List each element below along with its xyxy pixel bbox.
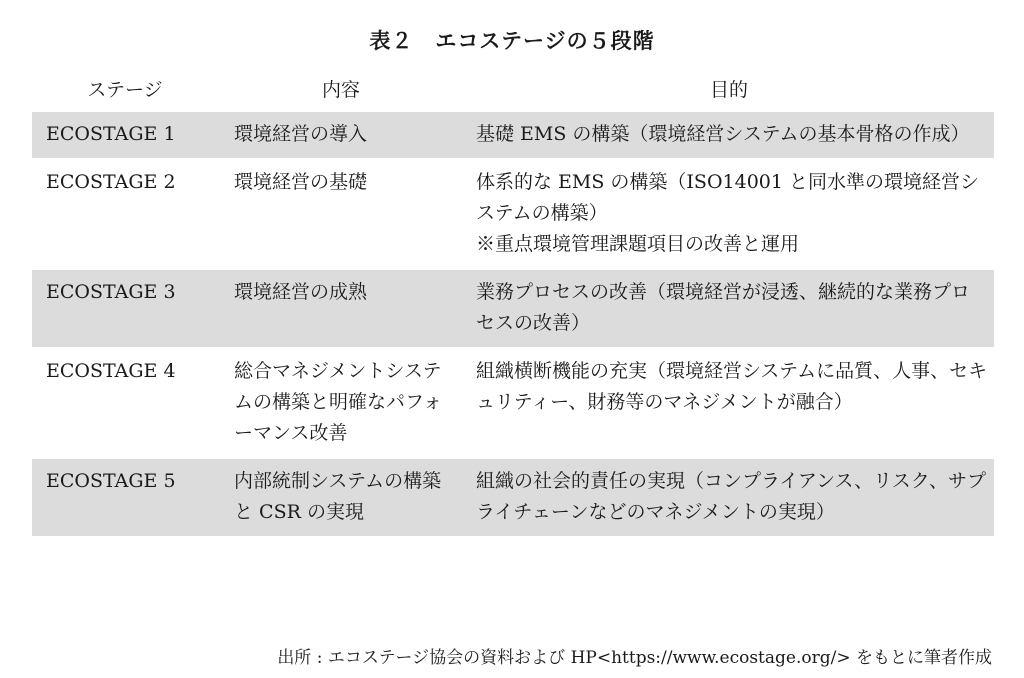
purpose-note: ※重点環境管理課題項目の改善と運用 <box>476 233 800 255</box>
purpose-cell: 組織の社会的責任の実現（コンプライアンス、リスク、サプライチェーンなどのマネジメントの実現） <box>464 458 994 536</box>
content-cell: 総合マネジメントシステムの構築と明確なパフォーマンス改善 <box>218 348 464 458</box>
table-title: 表２ エコステージの５段階 <box>369 29 655 53</box>
ecostage-table <box>32 70 994 536</box>
purpose-cell: 組織横断機能の充実（環境経営システムに品質、人事、セキュリティー、財務等のマネジメントが融合） <box>464 348 994 458</box>
stage-cell: ECOSTAGE 5 <box>32 458 218 536</box>
stage-cell: ECOSTAGE 1 <box>32 111 218 159</box>
stage-cell: ECOSTAGE 4 <box>32 348 218 458</box>
purpose-cell: 業務プロセスの改善（環境経営が浸透、継続的な業務プロセスの改善） <box>464 269 994 348</box>
purpose-cell <box>464 159 994 269</box>
header-purpose: 目的 <box>709 78 748 101</box>
stage-cell: ECOSTAGE 2 <box>32 159 218 269</box>
table-header-row <box>32 70 994 111</box>
header-stage: ステージ <box>87 78 163 101</box>
table-row <box>32 111 994 159</box>
content-cell: 環境経営の成熟 <box>218 269 464 348</box>
content-cell: 内部統制システムの構築と CSR の実現 <box>218 458 464 536</box>
header-content: 内容 <box>321 78 360 101</box>
content-cell: 環境経営の基礎 <box>218 159 464 269</box>
source-note: 出所 : エコステージ協会の資料および HP<https://www.ecostage.org/> をもとに筆者作成 <box>277 648 992 668</box>
content-cell: 環境経営の導入 <box>218 111 464 159</box>
purpose-text: 体系的な EMS の構築（ISO14001 と同水準の環境経営システムの構築） <box>476 171 980 224</box>
stage-cell: ECOSTAGE 3 <box>32 269 218 348</box>
table-row <box>32 269 994 348</box>
table-row <box>32 458 994 536</box>
table-row <box>32 159 994 269</box>
table-row <box>32 348 994 458</box>
purpose-cell: 基礎 EMS の構築（環境経営システムの基本骨格の作成） <box>464 111 994 159</box>
